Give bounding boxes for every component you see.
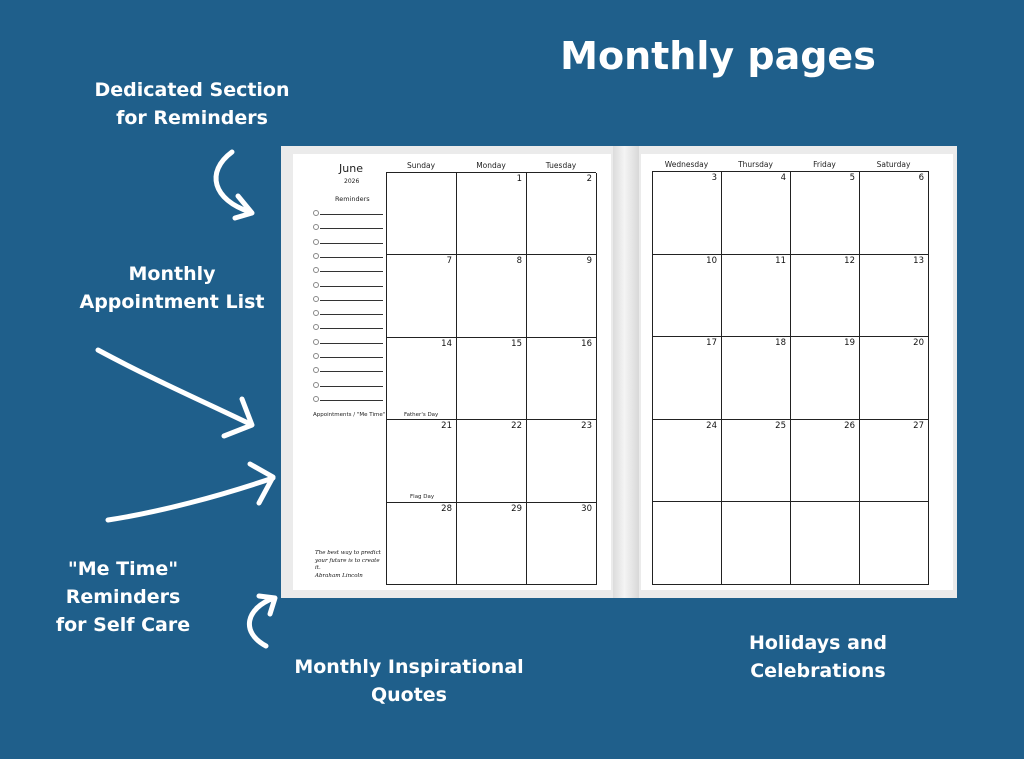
- day-number: 20: [913, 338, 924, 349]
- day-number: 21: [441, 421, 452, 432]
- year-label: 2026: [344, 178, 360, 185]
- calendar-day-cell[interactable]: [387, 338, 457, 420]
- calendar-day-cell[interactable]: [653, 502, 722, 585]
- reminders-callout-line-2: for Reminders: [116, 107, 268, 129]
- calendar-day-cell[interactable]: [860, 255, 929, 338]
- writing-line: [320, 328, 383, 329]
- day-number: 6: [918, 173, 924, 183]
- holidays-callout: Holidays and Celebrations: [748, 632, 888, 682]
- checkbox-circle-icon[interactable]: [313, 353, 319, 359]
- arrow-head-icon: [235, 196, 252, 218]
- calendar-day-cell[interactable]: [722, 255, 791, 338]
- calendar-day-cell[interactable]: [653, 255, 722, 338]
- day-number: 12: [844, 255, 855, 266]
- quote-line: The best way to predict: [315, 550, 381, 556]
- right-page: [641, 154, 953, 590]
- reminder-line[interactable]: [313, 396, 395, 406]
- day-number: 16: [581, 338, 592, 349]
- appointments-callout: [72, 260, 272, 316]
- writing-line: [320, 314, 383, 315]
- holiday-fathers-day: Father's Day: [404, 412, 439, 418]
- day-header: Friday: [813, 160, 836, 169]
- day-header: Tuesday: [545, 161, 577, 170]
- arrow-head-icon: [224, 399, 252, 436]
- calendar-day-cell[interactable]: [457, 503, 527, 585]
- quote-line: your future is to create: [315, 557, 380, 564]
- reminder-line[interactable]: [313, 296, 395, 306]
- checkbox-circle-icon[interactable]: [313, 296, 319, 302]
- inspirational-quote: [315, 550, 387, 580]
- calendar-day-cell[interactable]: [860, 420, 929, 503]
- checkbox-circle-icon[interactable]: [313, 382, 319, 388]
- calendar-day-cell[interactable]: [387, 503, 457, 585]
- reminder-line[interactable]: [313, 267, 395, 277]
- day-header: Wednesday: [664, 160, 709, 169]
- day-number: 25: [775, 420, 786, 431]
- checkbox-circle-icon[interactable]: [313, 210, 319, 216]
- left-page: [293, 154, 611, 590]
- appointments-callout-line-2: Appointment List: [79, 291, 265, 313]
- calendar-day-cell[interactable]: [653, 172, 722, 255]
- calendar-day-cell[interactable]: [387, 420, 457, 502]
- checkbox-circle-icon[interactable]: [313, 253, 319, 259]
- day-header: Sunday: [406, 161, 436, 170]
- day-number: 29: [511, 503, 522, 514]
- day-number: 19: [844, 338, 855, 349]
- book-spine: [613, 146, 639, 598]
- reminder-line[interactable]: [313, 367, 395, 377]
- straight-arrow-icon: [108, 478, 273, 520]
- calendar-day-cell[interactable]: [387, 255, 457, 337]
- checkbox-circle-icon[interactable]: [313, 367, 319, 373]
- reminder-line[interactable]: [313, 324, 395, 334]
- calendar-day-cell[interactable]: [722, 502, 791, 585]
- day-number: 2: [586, 174, 592, 184]
- day-number: 10: [706, 255, 717, 266]
- writing-line: [320, 228, 383, 229]
- writing-line: [320, 257, 383, 258]
- me-time-callout-line-1: "Me Time" Reminders: [65, 558, 181, 608]
- right-calendar-grid: [652, 171, 929, 585]
- calendar-day-cell[interactable]: [653, 420, 722, 503]
- calendar-day-cell[interactable]: [653, 337, 722, 420]
- planner-spread: [281, 146, 957, 598]
- day-number: 13: [913, 255, 924, 266]
- day-number: 23: [581, 421, 592, 432]
- me-time-callout: [8, 555, 238, 639]
- me-time-callout-line-2: for Self Care: [55, 614, 191, 636]
- reminders-callout: [82, 76, 302, 132]
- writing-line: [320, 371, 383, 372]
- calendar-day-cell[interactable]: [860, 337, 929, 420]
- day-number: 1: [516, 174, 522, 184]
- day-number: 5: [849, 173, 855, 183]
- reminder-line[interactable]: [313, 282, 395, 292]
- writing-line: [320, 271, 383, 272]
- checkbox-circle-icon[interactable]: [313, 267, 319, 273]
- arrow-head-icon: [250, 464, 273, 503]
- checkbox-circle-icon[interactable]: [313, 224, 319, 230]
- calendar-day-cell[interactable]: [722, 337, 791, 420]
- calendar-day-cell[interactable]: [457, 338, 527, 420]
- calendar-day-cell[interactable]: [527, 503, 597, 585]
- day-number: 15: [511, 338, 522, 349]
- reminder-line[interactable]: [313, 339, 395, 349]
- checkbox-circle-icon[interactable]: [313, 324, 319, 330]
- calendar-day-cell[interactable]: [457, 255, 527, 337]
- curved-arrow-icon: [249, 598, 274, 646]
- day-number: 28: [441, 503, 452, 514]
- checkbox-circle-icon[interactable]: [313, 339, 319, 345]
- day-number: 7: [446, 256, 452, 267]
- calendar-day-cell[interactable]: [860, 502, 929, 585]
- quote-line: it.: [315, 565, 321, 571]
- calendar-day-cell[interactable]: [387, 173, 457, 255]
- checkbox-circle-icon[interactable]: [313, 239, 319, 245]
- day-header: Monday: [476, 161, 506, 170]
- writing-line: [320, 286, 383, 287]
- holiday-flag-day: Flag Day: [410, 494, 435, 500]
- arrow-head-icon: [259, 596, 275, 614]
- checkbox-circle-icon[interactable]: [313, 396, 319, 402]
- reminder-line[interactable]: [313, 382, 395, 392]
- reminders-callout-line-1: Dedicated Section: [94, 79, 290, 101]
- calendar-day-cell[interactable]: [791, 502, 860, 585]
- writing-line: [320, 300, 383, 301]
- straight-arrow-icon: [98, 350, 250, 424]
- writing-line: [320, 357, 383, 358]
- writing-line: [320, 343, 383, 344]
- day-header: Thursday: [738, 160, 773, 169]
- quotes-callout: Monthly Inspirational Quotes: [294, 656, 524, 706]
- calendar-day-cell[interactable]: [722, 420, 791, 503]
- day-number: 14: [441, 338, 452, 349]
- appointments-label: Appointments / "Me Time": [313, 412, 386, 418]
- reminder-line[interactable]: [313, 353, 395, 363]
- day-number: 18: [775, 338, 786, 349]
- quote-author: Abraham Lincoln: [315, 572, 363, 579]
- checkbox-circle-icon[interactable]: [313, 310, 319, 316]
- day-number: 26: [844, 420, 855, 431]
- day-number: 24: [706, 420, 717, 431]
- calendar-day-cell[interactable]: [457, 173, 527, 255]
- day-number: 17: [706, 338, 717, 349]
- month-label: June: [339, 162, 363, 175]
- calendar-day-cell[interactable]: [791, 337, 860, 420]
- reminders-label: Reminders: [335, 195, 370, 203]
- day-number: 8: [516, 256, 522, 267]
- left-calendar-grid: [386, 172, 596, 585]
- calendar-day-cell[interactable]: [527, 420, 597, 502]
- reminder-line[interactable]: [313, 310, 395, 320]
- writing-line: [320, 243, 383, 244]
- calendar-day-cell[interactable]: [527, 255, 597, 337]
- page-title: Monthly pages: [560, 34, 876, 78]
- reminder-line[interactable]: [313, 253, 395, 263]
- reminder-line[interactable]: [313, 239, 395, 249]
- day-number: 27: [913, 420, 924, 431]
- day-number: 11: [775, 255, 786, 266]
- reminder-line[interactable]: [313, 224, 395, 234]
- day-number: 4: [780, 173, 786, 183]
- calendar-day-cell[interactable]: [722, 172, 791, 255]
- calendar-day-cell[interactable]: [527, 338, 597, 420]
- writing-line: [320, 400, 383, 401]
- day-number: 30: [581, 503, 592, 514]
- day-number: 3: [711, 173, 717, 183]
- calendar-day-cell[interactable]: [457, 420, 527, 502]
- day-number: 9: [586, 256, 592, 267]
- writing-line: [320, 386, 383, 387]
- reminder-line[interactable]: [313, 210, 395, 220]
- calendar-day-cell[interactable]: [527, 173, 597, 255]
- day-number: 22: [511, 421, 522, 432]
- writing-line: [320, 214, 383, 215]
- calendar-day-cell[interactable]: [860, 172, 929, 255]
- day-header: Saturday: [876, 160, 911, 169]
- checkbox-circle-icon[interactable]: [313, 282, 319, 288]
- calendar-day-cell[interactable]: [791, 255, 860, 338]
- appointments-callout-line-1: Monthly: [128, 263, 216, 285]
- calendar-day-cell[interactable]: [791, 420, 860, 503]
- calendar-day-cell[interactable]: [791, 172, 860, 255]
- curved-arrow-icon: [216, 152, 250, 212]
